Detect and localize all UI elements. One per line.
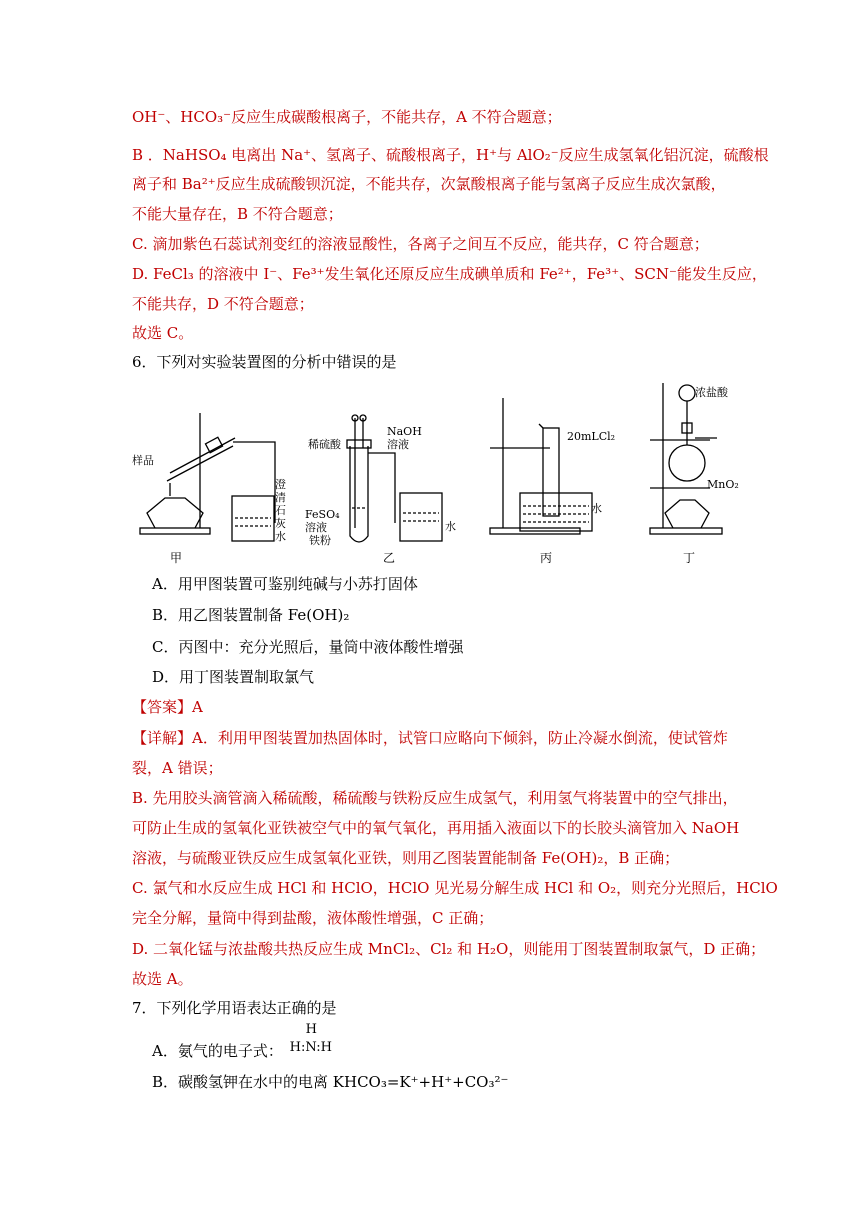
caption-yi: 乙 bbox=[383, 551, 396, 565]
text-line-6: D. FeCl₃ 的溶液中 I⁻、Fe³⁺发生氧化还原反应生成碘单质和 Fe²⁺，Fe³⁺、SCN⁻能发生反应， bbox=[132, 265, 767, 283]
detail-line-6: C. 氯气和水反应生成 HCl 和 HClO，HClO 见光易分解生成 HCl 和 O₂，则充分光照后，HClO bbox=[132, 879, 778, 897]
q7-option-b: B．碳酸氢钾在水中的电离 KHCO₃=K⁺+H⁺+CO₃²⁻ bbox=[152, 1073, 509, 1091]
ammonia-electron-formula bbox=[288, 1022, 338, 1056]
caption-bing: 丙 bbox=[540, 551, 553, 565]
label-lime-3: 石 bbox=[275, 504, 286, 517]
label-naoh-2: 溶液 bbox=[387, 438, 409, 451]
question-7: 7．下列化学用语表达正确的是 bbox=[132, 999, 337, 1017]
answer-label: 【答案】 bbox=[132, 698, 193, 716]
detail-text-1: A．利用甲图装置加热固体时，试管口应略向下倾斜，防止冷凝水倒流，使试管炸 bbox=[192, 729, 728, 747]
label-lime-4: 灰 bbox=[275, 517, 286, 530]
question-6: 6．下列对实验装置图的分析中错误的是 bbox=[132, 353, 397, 371]
label-feso4-1: FeSO₄ bbox=[305, 508, 340, 521]
formula-main: H:N:H bbox=[289, 1040, 332, 1055]
label-water-yi: 水 bbox=[445, 520, 456, 533]
label-lime-1: 澄 bbox=[275, 478, 286, 491]
q7a-text: A．氨气的电子式： bbox=[152, 1042, 283, 1060]
detail-line-1 bbox=[132, 728, 728, 748]
apparatus-ding bbox=[650, 383, 739, 565]
q6-option-a: A．用甲图装置可鉴别纯碱与小苏打固体 bbox=[152, 575, 418, 593]
detail-line-3: B. 先用胶头滴管滴入稀硫酸，稀硫酸与铁粉反应生成氢气，利用氢气将装置中的空气排出， bbox=[132, 789, 738, 807]
caption-jia: 甲 bbox=[170, 551, 183, 565]
label-sample: 样品 bbox=[132, 454, 154, 467]
q6-option-c: C．丙图中：充分光照后，量筒中液体酸性增强 bbox=[152, 638, 464, 656]
q7-option-a bbox=[152, 1022, 338, 1061]
text-line-3: 离子和 Ba²⁺反应生成硫酸钡沉淀，不能共存，次氯酸根离子能与氢离子反应生成次氯酸， bbox=[132, 175, 726, 193]
q6-option-b: B．用乙图装置制备 Fe(OH)₂ bbox=[152, 606, 350, 624]
detail-line-9: 故选 A。 bbox=[132, 970, 193, 988]
text-line-5: C. 滴加紫色石蕊试剂变红的溶液显酸性，各离子之间互不反应，能共存，C 符合题意； bbox=[132, 235, 709, 253]
detail-line-7: 完全分解，量筒中得到盐酸，液体酸性增强，C 正确； bbox=[132, 909, 494, 927]
label-20ml-cl2: 20mLCl₂ bbox=[567, 430, 616, 443]
label-feso4-2: 溶液 bbox=[305, 521, 327, 534]
label-lime-5: 水 bbox=[275, 530, 286, 543]
label-naoh-1: NaOH bbox=[387, 425, 422, 438]
apparatus-jia bbox=[132, 413, 286, 565]
detail-label: 【详解】 bbox=[132, 729, 193, 747]
label-conc-hcl: 浓盐酸 bbox=[695, 386, 728, 399]
answer-value: A bbox=[192, 698, 203, 716]
text-line-8: 故选 C。 bbox=[132, 324, 194, 342]
answer-line bbox=[132, 697, 203, 717]
detail-line-4: 可防止生成的氢氧化亚铁被空气中的氧气氧化，再用插入液面以下的长胶头滴管加入 NaOH bbox=[132, 819, 740, 837]
label-iron-powder: 铁粉 bbox=[309, 534, 331, 547]
apparatus-yi bbox=[305, 415, 456, 565]
label-dilute-h2so4: 稀硫酸 bbox=[308, 438, 341, 451]
text-line-1: OH⁻、HCO₃⁻反应生成碳酸根离子，不能共存，A 不符合题意； bbox=[132, 108, 562, 126]
apparatus-figure bbox=[125, 378, 745, 568]
label-water-bing: 水 bbox=[591, 502, 602, 515]
label-lime-2: 清 bbox=[275, 491, 286, 504]
detail-line-2: 裂，A 错误； bbox=[132, 759, 223, 777]
formula-top-h: H bbox=[305, 1022, 317, 1037]
detail-line-8: D. 二氧化锰与浓盐酸共热反应生成 MnCl₂、Cl₂ 和 H₂O，则能用丁图装置制取氯气，D 正确； bbox=[132, 940, 766, 958]
text-line-2: B ．NaHSO₄ 电离出 Na⁺、氢离子、硫酸根离子，H⁺与 AlO₂⁻反应生成氢氧化铝沉淀，硫酸根 bbox=[132, 146, 769, 164]
q6-option-d: D．用丁图装置制取氯气 bbox=[152, 668, 315, 686]
text-line-7: 不能共存，D 不符合题意； bbox=[132, 295, 314, 313]
detail-line-5: 溶液，与硫酸亚铁反应生成氢氧化亚铁，则用乙图装置能制备 Fe(OH)₂，B 正确； bbox=[132, 849, 680, 867]
text-line-4: 不能大量存在，B 不符合题意； bbox=[132, 205, 343, 223]
apparatus-bing bbox=[490, 398, 615, 565]
label-mno2: MnO₂ bbox=[707, 478, 739, 491]
caption-ding: 丁 bbox=[683, 551, 696, 565]
